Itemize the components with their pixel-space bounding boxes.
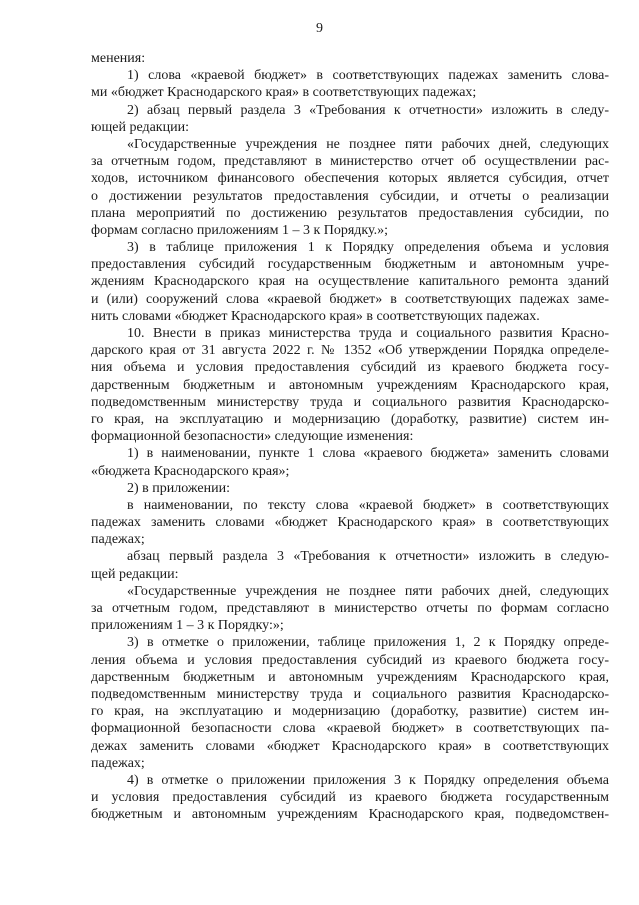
page-number: 9 [316,21,323,36]
text-line: дарственным бюджетным и автономным учреждениям Краснодарского края, [91,669,609,685]
text-line: 10. Внести в приказ министерства труда и социального развития Красно- [127,326,609,341]
text-line: дежах заменить словами «бюджет Краснодарского края» в соответствующих [91,738,609,754]
text-line: и (или) сооружений слова «краевой бюджет» в соответствующих падежах заме- [91,291,609,307]
text-line: ходов, источником финансового обеспечения которых является субсидия, отчет [91,171,609,187]
text-line: го края, на эксплуатацию и модернизацию (доработку, развитие) систем ин- [91,411,609,427]
text-line: формационной безопасности» следующие изменения: [91,429,414,445]
text-line: 1) слова «краевой бюджет» в соответствующих падежах заменить слова- [127,68,609,84]
text-line: ющей редакции: [91,119,189,135]
text-line: «бюджета Краснодарского края»; [91,463,290,479]
text-line: «Государственные учреждения не позднее пяти рабочих дней, следующих [127,583,609,599]
text-line: ми «бюджет Краснодарского края» в соответствующих падежах; [91,85,477,101]
text-line: 3) в таблице приложения 1 к Порядку определения объема и условия [127,240,609,256]
text-line: го края, на эксплуатацию и модернизацию (доработку, развитие) систем ин- [91,704,609,720]
text-line: формам согласно приложениям 1 – 3 к Порядку.»; [91,222,389,238]
text-line: за отчетным годом, представляют в министерство отчеты по формам согласно [91,601,609,616]
text-line: 1) в наименовании, пункте 1 слова «краевого бюджета» заменить словами [127,446,609,462]
text-line: щей редакции: [91,566,179,582]
text-line: в наименовании, по тексту слова «краевой бюджет» в соответствующих [127,497,609,513]
text-line: приложениям 1 – 3 к Порядку:»; [91,618,284,634]
text-line: плана мероприятий по достижению результатов предоставления субсидии, по [91,205,609,221]
text-line: о достижении результатов предоставления субсидии, и отчеты о реализации [91,188,609,204]
text-line: абзац первый раздела 3 «Требования к отчетности» изложить в следую- [127,549,609,565]
text-line: дарственным бюджетным и автономным учреждениям Краснодарского края, [91,377,609,393]
text-line: бюджетным и автономным учреждениям Краснодарского края, подведомствен- [91,807,609,823]
text-line: предоставления субсидий государственным бюджетным и автономным учре- [91,257,609,273]
text-line: и условия предоставления субсидий из краевого бюджета государственным [91,790,609,806]
text-line: за отчетным годом, представляют в министерство отчет об осуществлении рас- [91,154,609,170]
text-line: 2) в приложении: [127,480,230,496]
text-line: менения: [91,51,146,66]
text-line: ния объема и условия предоставления субсидий из краевого бюджета госу- [91,360,609,376]
text-line: падежах заменить словами «бюджет Краснодарского края» в соответствующих [91,515,609,531]
text-line: 3) в отметке о приложении, таблице приложения 1, 2 к Порядку опреде- [127,635,609,651]
text-line: ждениям Краснодарского края на осуществление капитального ремонта зданий [91,274,609,290]
text-line: дарского края от 31 августа 2022 г. № 1352 «Об утверждении Порядка определе- [91,343,609,359]
text-line: падежах; [91,755,145,771]
text-line: падежах; [91,532,145,548]
text-line: ления объема и условия предоставления субсидий из краевого бюджета госу- [91,652,609,668]
text-line: формационной безопасности слова «краевой бюджет» в соответствующих па- [91,721,609,737]
text-line: 2) абзац первый раздела 3 «Требования к отчетности» изложить в следу- [127,102,609,118]
text-line: подведомственным министерству труда и социального развития Краснодарско- [91,394,609,410]
text-line: нить словами «бюджет Краснодарского края» в соответствующих падежах. [91,308,540,324]
text-line: 4) в отметке о приложении приложения 3 к Порядку определения объема [127,772,609,788]
text-line: подведомственным министерству труда и социального развития Краснодарско- [91,686,609,702]
document-body [91,50,609,823]
text-line: «Государственные учреждения не позднее пяти рабочих дней, следующих [127,136,609,152]
